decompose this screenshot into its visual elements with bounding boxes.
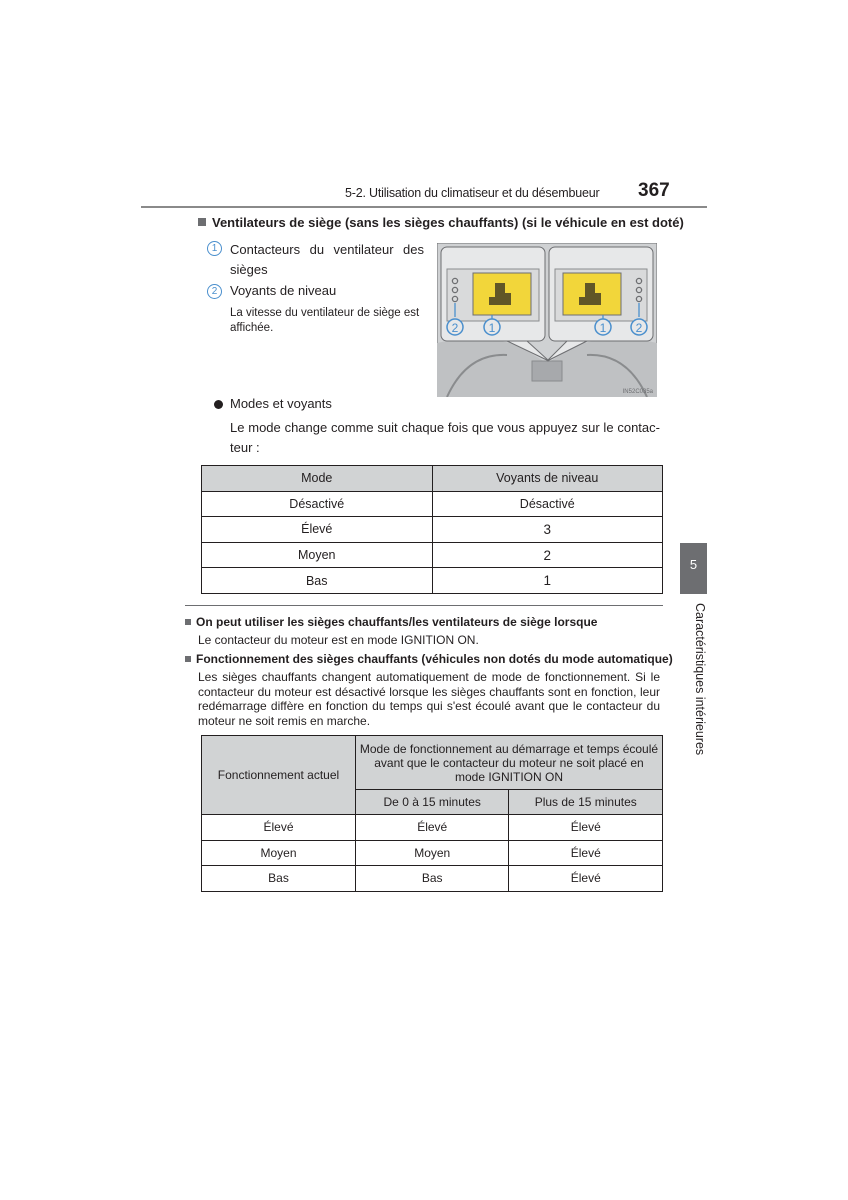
item-seat-fan-switches: Contacteurs du ventilateur des sièges: [230, 242, 424, 277]
modes-heading: Modes et voyants: [230, 396, 332, 411]
note-heading: [185, 615, 597, 629]
square-bullet-icon: [185, 656, 191, 662]
table-header-cell: De 0 à 15 minutes: [355, 790, 509, 815]
table-cell: Élevé: [202, 517, 433, 543]
table-cell: Bas: [202, 866, 356, 892]
table-cell: Élevé: [509, 840, 663, 866]
table-header-row: [202, 466, 663, 492]
table-header-row: [202, 736, 663, 790]
table-header-cell: Fonctionnement actuel: [202, 736, 356, 815]
square-bullet-icon: [198, 218, 206, 226]
table-cell: Bas: [355, 866, 509, 892]
chapter-title-vertical: Caractéristiques intérieures: [693, 603, 707, 756]
table-row: [202, 517, 663, 543]
table-cell: Élevé: [509, 815, 663, 841]
note-heading-text: Fonctionnement des sièges chauffants (véhicules non dotés du mode automatique): [196, 652, 673, 666]
item-level-indicators: Voyants de niveau: [230, 283, 337, 298]
note-body: Les sièges chauffants changent automatiquement de mode de fonctionnement. Si le contacteur du moteur est désactivé lorsque les sièges chauffants sont en fonction, leur redémarrage diffère en fonction du temps qui s'est écoulé avant que le contacteur du moteur ne soit remis en marche.: [198, 670, 660, 728]
table-row: [202, 568, 663, 594]
table-cell: Élevé: [202, 815, 356, 841]
seat-fan-controls-illustration: [437, 243, 657, 397]
table-cell: 3: [432, 517, 663, 543]
table-header-cell: Plus de 15 minutes: [509, 790, 663, 815]
svg-text:1: 1: [488, 321, 496, 335]
item-level-indicators-note: La vitesse du ventilateur de siège est affichée.: [230, 307, 420, 334]
chapter-tab: 5: [680, 543, 707, 594]
table-cell: Bas: [202, 568, 433, 594]
note-body: Le contacteur du moteur est en mode IGNITION ON.: [198, 633, 479, 647]
table-row: [202, 815, 663, 841]
table-cell: Désactivé: [432, 491, 663, 517]
table-row: [202, 840, 663, 866]
table-header-cell: Voyants de niveau: [432, 466, 663, 492]
callout-number-1: 1: [207, 241, 222, 256]
table-cell: Élevé: [509, 866, 663, 892]
notes-divider: [185, 605, 663, 606]
table-cell: Désactivé: [202, 491, 433, 517]
section-heading: [198, 215, 684, 230]
table-header-cell: Mode de fonctionnement au démarrage et temps écoulé avant que le contacteur du moteur ne soit placé en mode IGNITION ON: [355, 736, 662, 790]
section-heading-text: Ventilateurs de siège (sans les sièges chauffants) (si le véhicule en est doté): [212, 215, 684, 230]
table-row: [202, 491, 663, 517]
table-cell: Moyen: [202, 542, 433, 568]
table-cell: Moyen: [355, 840, 509, 866]
note-heading: [185, 652, 673, 666]
page-number: 367: [638, 180, 670, 201]
callout-number-2: 2: [207, 284, 222, 299]
bullet-dot-icon: [214, 400, 223, 409]
table-cell: Élevé: [355, 815, 509, 841]
heated-seat-restart-table: [201, 735, 663, 892]
modes-table: [201, 465, 663, 594]
square-bullet-icon: [185, 619, 191, 625]
table-row: [202, 542, 663, 568]
table-cell: 2: [432, 542, 663, 568]
table-cell: 1: [432, 568, 663, 594]
table-row: [202, 866, 663, 892]
header-divider: [141, 206, 707, 208]
table-cell: Moyen: [202, 840, 356, 866]
svg-text:1: 1: [599, 321, 607, 335]
svg-text:2: 2: [451, 321, 459, 335]
chapter-section-title: 5-2. Utilisation du climatiseur et du désembueur: [345, 186, 600, 200]
illustration-code: IN52C035a: [622, 389, 653, 395]
note-heading-text: On peut utiliser les sièges chauffants/les ventilateurs de siège lorsque: [196, 615, 598, 629]
svg-text:2: 2: [635, 321, 643, 335]
modes-paragraph: Le mode change comme suit chaque fois que vous appuyez sur le contacteur :: [230, 420, 660, 455]
table-header-cell: Mode: [202, 466, 433, 492]
